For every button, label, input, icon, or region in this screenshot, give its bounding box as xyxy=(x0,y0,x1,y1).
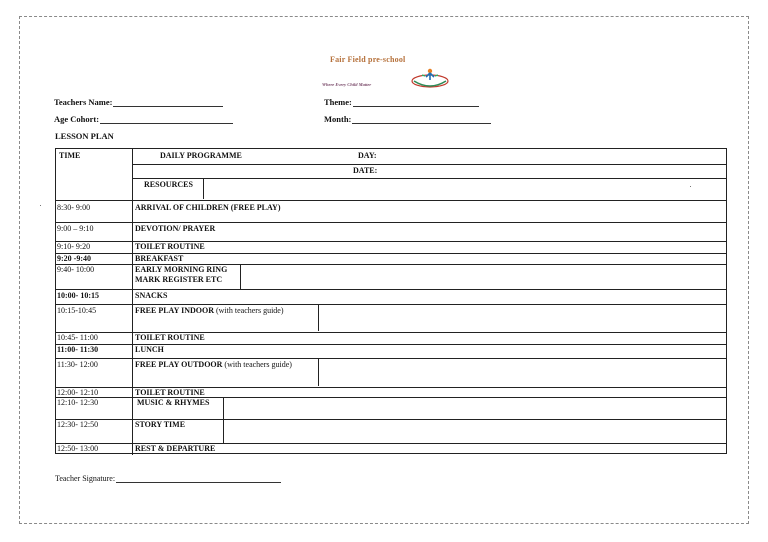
row-time: 12:30- 12:50 xyxy=(57,420,99,429)
row-activity-extra: MARK REGISTER ETC xyxy=(135,275,223,284)
row-activity-main: FREE PLAY OUTDOOR xyxy=(135,360,223,369)
teacher-signature-label: Teacher Signature: xyxy=(55,474,116,483)
teachers-name-line xyxy=(113,97,223,107)
row-activity: TOILET ROUTINE xyxy=(135,242,205,251)
age-cohort-label: Age Cohort: xyxy=(54,114,100,124)
child-star-logo-icon xyxy=(410,65,450,89)
row-activity: EARLY MORNING RING xyxy=(135,265,228,274)
school-name: Fair Field pre-school xyxy=(330,55,406,64)
row-time: 10:45- 11:00 xyxy=(57,333,98,342)
row-time: 8:30- 9:00 xyxy=(57,203,91,212)
row-time: 12:00- 12:10 xyxy=(57,388,99,397)
row-activity: STORY TIME xyxy=(135,420,186,429)
row-activity xyxy=(135,360,292,369)
resources-label: RESOURCES xyxy=(144,180,193,189)
month-line xyxy=(352,114,491,124)
stray-mark xyxy=(40,205,41,206)
row-time: 9:20 -9:40 xyxy=(57,254,91,263)
age-cohort-line xyxy=(100,114,233,124)
row-activity: BREAKFAST xyxy=(135,254,184,263)
row-time: 9:10- 9:20 xyxy=(57,242,91,251)
teachers-name-label: Teachers Name: xyxy=(54,97,113,107)
row-activity: DEVOTION/ PRAYER xyxy=(135,224,216,233)
date-label: DATE: xyxy=(353,166,378,175)
row-activity-extra: (with teachers guide) xyxy=(224,360,292,369)
row-time: 11:00- 11:30 xyxy=(57,345,99,354)
row-activity: REST & DEPARTURE xyxy=(135,444,216,453)
stray-mark xyxy=(690,186,691,187)
row-activity: TOILET ROUTINE xyxy=(135,333,205,342)
teachers-name-field xyxy=(54,97,223,107)
resources-divider xyxy=(203,179,204,199)
daily-programme-header: DAILY PROGRAMME xyxy=(160,151,242,160)
time-column-header: TIME xyxy=(59,151,81,160)
theme-label: Theme: xyxy=(324,97,352,107)
theme-line xyxy=(353,97,479,107)
row-activity: SNACKS xyxy=(135,291,168,300)
theme-field xyxy=(324,97,479,107)
month-label: Month: xyxy=(324,114,352,124)
age-cohort-field xyxy=(54,114,233,124)
row-time: 10:00- 10:15 xyxy=(57,291,99,300)
row-activity-extra: (with teachers guide) xyxy=(215,306,284,315)
row-time: 12:10- 12:30 xyxy=(57,398,99,407)
row-activity xyxy=(135,306,284,315)
day-label: DAY: xyxy=(358,151,377,160)
row-time: 12:50- 13:00 xyxy=(57,444,99,453)
row-activity: MUSIC & RHYMES xyxy=(137,398,210,407)
lesson-plan-title: LESSON PLAN xyxy=(55,131,114,141)
lesson-plan-table xyxy=(55,148,727,454)
row-time: 10:15-10:45 xyxy=(57,306,97,315)
row-activity: ARRIVAL OF CHILDREN (FREE PLAY) xyxy=(135,203,281,212)
row-time: 11:30- 12:00 xyxy=(57,360,98,369)
row-activity: TOILET ROUTINE xyxy=(135,388,205,397)
row-activity: LUNCH xyxy=(135,345,164,354)
row-activity-main: FREE PLAY INDOOR xyxy=(135,306,214,315)
row-time: 9:40- 10:00 xyxy=(57,265,95,274)
teacher-signature-line xyxy=(116,474,281,483)
school-tagline: Where Every Child Matter xyxy=(322,82,372,87)
month-field xyxy=(324,114,491,124)
row-time: 9:00 – 9:10 xyxy=(57,224,94,233)
teacher-signature-field xyxy=(55,474,281,483)
